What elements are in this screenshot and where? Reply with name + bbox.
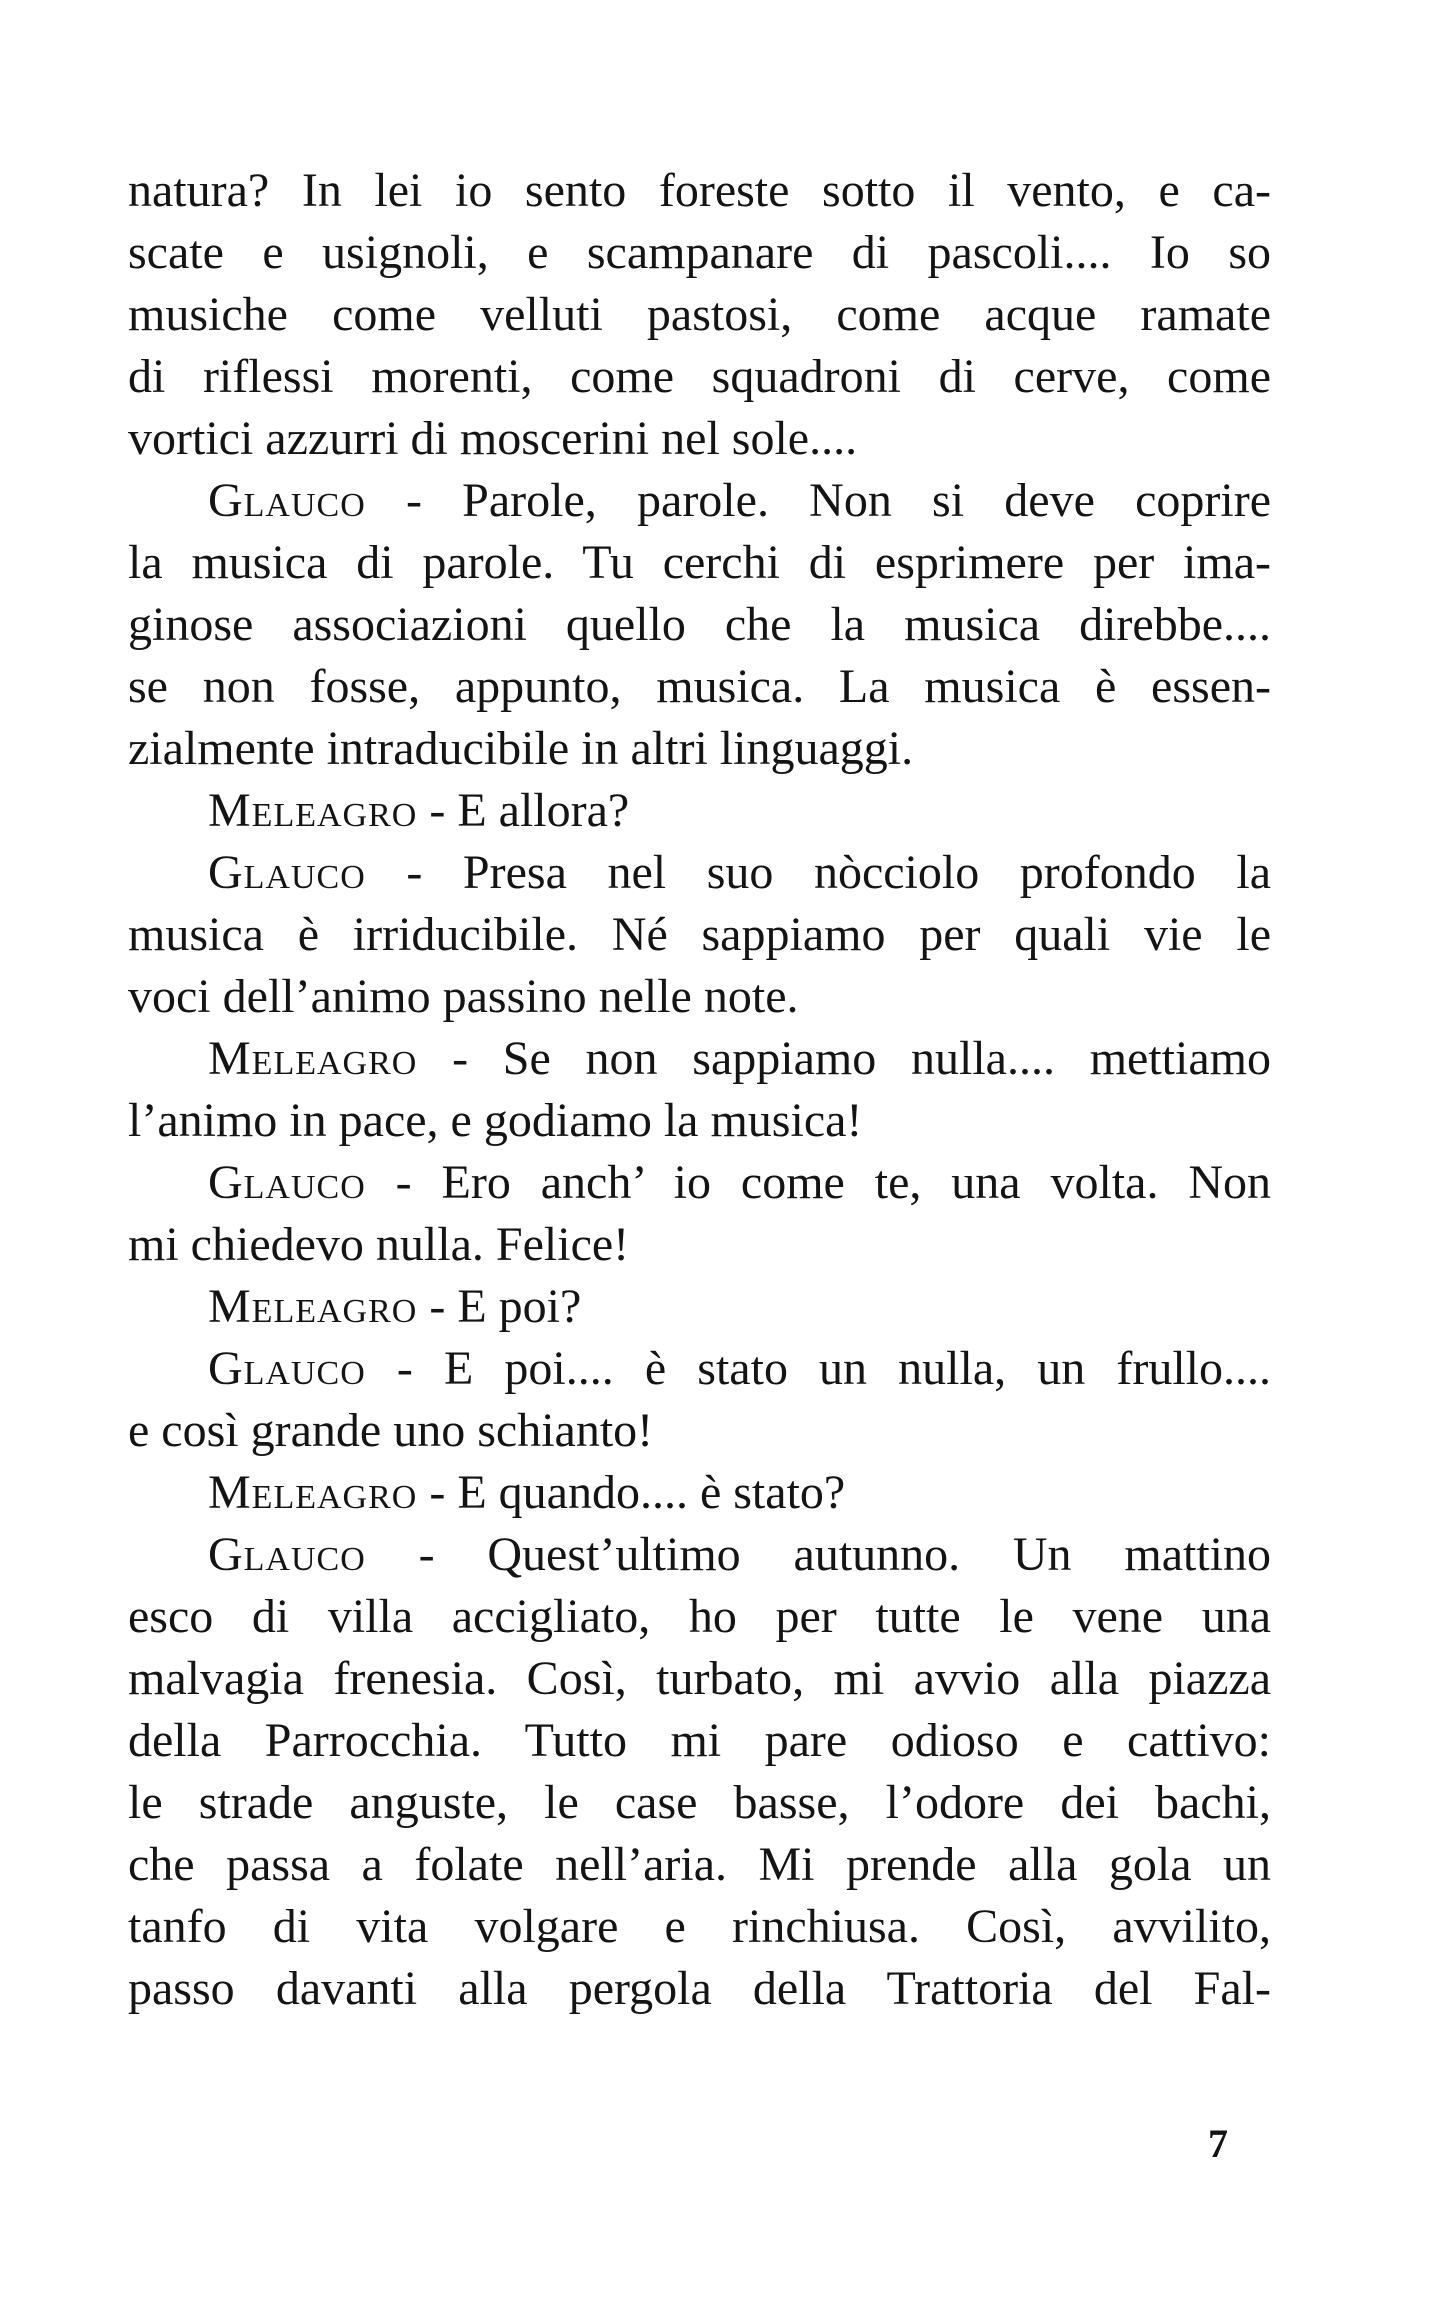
dialogue-line: Glauco - Presa nel suo nòcciolo profondo la <box>208 846 1271 899</box>
speaker-name: Meleagro <box>208 1280 418 1333</box>
speaker-name: Meleagro <box>208 784 418 837</box>
dialogue-line: Glauco - E poi.... è stato un nulla, un frullo.... <box>208 1342 1271 1395</box>
text-line: ginose associazioni quello che la musica direbbe.... <box>128 598 1271 651</box>
text-line: tanfo di vita volgare e rinchiusa. Così, avvilito, <box>128 1900 1271 1953</box>
text-line: l’animo in pace, e godiamo la musica! <box>128 1094 863 1147</box>
dialogue-line: Glauco - Parole, parole. Non si deve coprire <box>208 474 1271 527</box>
text-line: musiche come velluti pastosi, come acque ramate <box>128 288 1271 341</box>
text-line: le strade anguste, le case basse, l’odore dei bachi, <box>128 1776 1271 1829</box>
text-line: di riflessi morenti, come squadroni di cerve, come <box>128 350 1271 403</box>
text-line: natura? In lei io sento foreste sotto il vento, e ca- <box>128 164 1271 217</box>
text-line: passo davanti alla pergola della Trattoria del Fal- <box>128 1962 1271 2015</box>
text-line: se non fosse, appunto, musica. La musica è essen- <box>128 660 1271 713</box>
dialogue-line: Glauco - Quest’ultimo autunno. Un mattino <box>208 1528 1271 1581</box>
speaker-name: Meleagro <box>208 1032 418 1085</box>
text-line: zialmente intraducibile in altri linguaggi. <box>128 722 914 775</box>
text-line: e così grande uno schianto! <box>128 1404 654 1457</box>
text-line: vortici azzurri di moscerini nel sole.... <box>128 412 858 465</box>
text-line: della Parrocchia. Tutto mi pare odioso e cattivo: <box>128 1714 1271 1767</box>
speaker-name: Glauco <box>208 846 366 899</box>
speaker-name: Glauco <box>208 474 366 527</box>
text-line: musica è irriducibile. Né sappiamo per quali vie le <box>128 908 1271 961</box>
dialogue-line: Meleagro - E poi? <box>208 1280 582 1333</box>
speaker-name: Meleagro <box>208 1466 418 1519</box>
text-line: che passa a folate nell’aria. Mi prende alla gola un <box>128 1838 1271 1891</box>
text-line: mi chiedevo nulla. Felice! <box>128 1218 630 1271</box>
text-line: la musica di parole. Tu cerchi di esprimere per ima- <box>128 536 1271 589</box>
dialogue-line: Meleagro - E allora? <box>208 784 630 837</box>
text-line: voci dell’animo passino nelle note. <box>128 970 799 1023</box>
dialogue-line: Meleagro - Se non sappiamo nulla.... mettiamo <box>208 1032 1271 1085</box>
text-line: scate e usignoli, e scampanare di pascoli.... Io so <box>128 226 1271 279</box>
text-line: esco di villa accigliato, ho per tutte le vene una <box>128 1590 1271 1643</box>
dialogue-line: Meleagro - E quando.... è stato? <box>208 1466 846 1519</box>
text-line: malvagia frenesia. Così, turbato, mi avvio alla piazza <box>128 1652 1271 1705</box>
speaker-name: Glauco <box>208 1528 366 1581</box>
speaker-name: Glauco <box>208 1342 366 1395</box>
dialogue-line: Glauco - Ero anch’ io come te, una volta. Non <box>208 1156 1271 1209</box>
speaker-name: Glauco <box>208 1156 366 1209</box>
page-number: 7 <box>1208 2121 1228 2166</box>
